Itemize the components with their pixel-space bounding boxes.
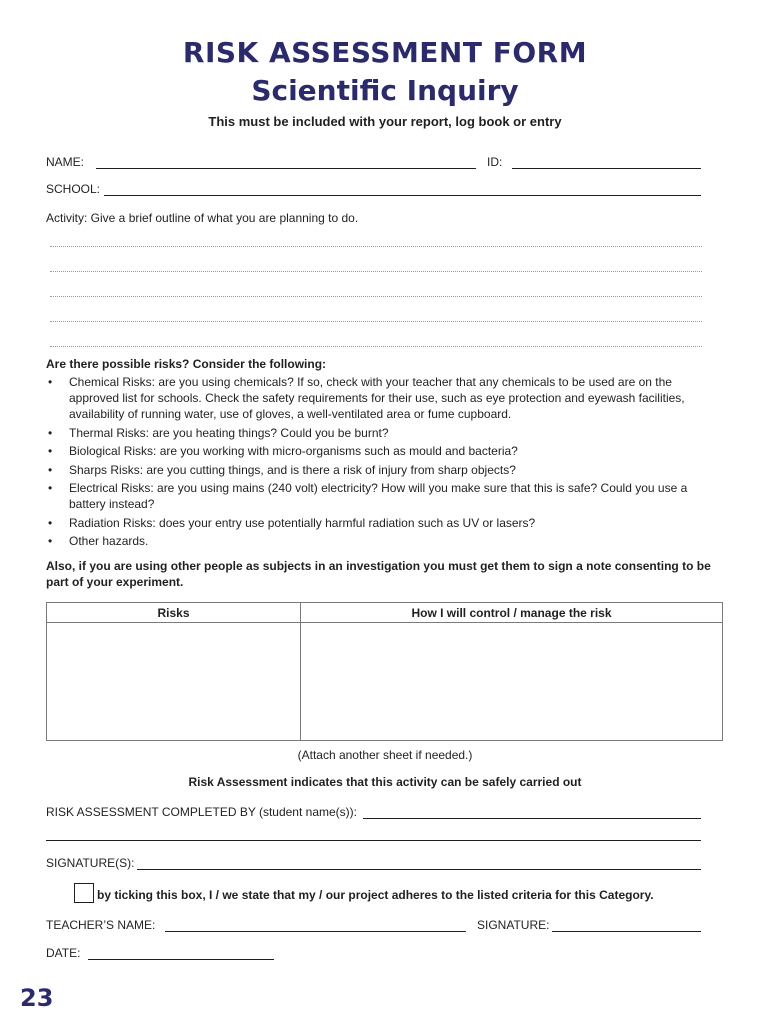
list-item: • Other hazards. [46, 533, 706, 549]
teacher-signature-field[interactable] [477, 918, 701, 932]
signatures-input-line[interactable] [137, 858, 701, 870]
name-field[interactable] [46, 155, 476, 169]
completed-by-input-line[interactable] [363, 807, 701, 819]
completed-by-extra-line[interactable] [46, 840, 701, 841]
name-input-line[interactable] [96, 157, 476, 169]
attach-note: (Attach another sheet if needed.) [297, 748, 473, 762]
teacher-name-input-line[interactable] [165, 920, 466, 932]
list-item: • Biological Risks: are you working with micro-organisms such as mould and bacteria? [46, 443, 706, 459]
list-item: • Chemical Risks: are you using chemicals? If so, check with your teacher that any chemicals to be used are on the approved list for schools. Check the safety requirements for their use, such as eye protection and eyewash facilities, availability of running water, use of gloves, a well-ventilated area or fume cupboard. [46, 374, 706, 422]
risks-heading: Are there possible risks? Consider the following: [46, 357, 327, 371]
id-label: ID: [487, 155, 503, 169]
risk-list [46, 374, 706, 552]
risk-table [46, 602, 723, 741]
date-input-line[interactable] [88, 948, 274, 960]
teacher-signature-label: SIGNATURE: [477, 918, 550, 932]
control-cell[interactable] [301, 623, 723, 741]
id-input-line[interactable] [512, 157, 701, 169]
teacher-name-field[interactable] [46, 918, 466, 932]
name-label: NAME: [46, 155, 85, 169]
form-subtitle: Scientific Inquiry [251, 74, 519, 107]
activity-line[interactable] [50, 346, 702, 347]
activity-line[interactable] [50, 296, 702, 297]
criteria-checkbox[interactable] [74, 883, 94, 903]
checkbox-label: by ticking this box, I / we state that my / our project adheres to the listed criteria for this Category. [97, 888, 654, 902]
date-label: DATE: [46, 946, 81, 960]
control-column-header: How I will control / manage the risk [301, 603, 723, 623]
consent-note: Also, if you are using other people as subjects in an investigation you must get them to sign a note consenting to be part of your experiment. [46, 559, 711, 589]
inclusion-note: This must be included with your report, log book or entry [208, 114, 562, 129]
form-title: RISK ASSESSMENT FORM [182, 36, 588, 69]
school-field[interactable] [46, 182, 701, 196]
signatures-field[interactable] [46, 856, 701, 870]
risks-column-header: Risks [47, 603, 301, 623]
signatures-label: SIGNATURE(S): [46, 856, 135, 870]
teacher-signature-input-line[interactable] [552, 920, 701, 932]
date-field[interactable] [46, 946, 274, 960]
id-field[interactable] [487, 155, 701, 169]
risks-cell[interactable] [47, 623, 301, 741]
list-item: • Radiation Risks: does your entry use potentially harmful radiation such as UV or lasers? [46, 515, 706, 531]
list-item: • Sharps Risks: are you cutting things, and is there a risk of injury from sharp objects? [46, 462, 706, 478]
completed-by-label: RISK ASSESSMENT COMPLETED BY (student name(s)): [46, 805, 357, 819]
activity-line[interactable] [50, 271, 702, 272]
teacher-name-label: TEACHER’S NAME: [46, 918, 156, 932]
activity-line[interactable] [50, 321, 702, 322]
school-label: SCHOOL: [46, 182, 101, 196]
page-number: 23 [20, 984, 54, 1012]
list-item: • Electrical Risks: are you using mains (240 volt) electricity? How will you make sure that this is safe? Could you use a battery instead? [46, 480, 706, 512]
activity-line[interactable] [50, 246, 702, 247]
school-input-line[interactable] [104, 184, 701, 196]
activity-prompt: Activity: Give a brief outline of what you are planning to do. [46, 211, 359, 225]
completed-by-field[interactable] [46, 805, 701, 819]
list-item: • Thermal Risks: are you heating things? Could you be burnt? [46, 425, 706, 441]
safety-statement: Risk Assessment indicates that this activity can be safely carried out [188, 775, 582, 789]
